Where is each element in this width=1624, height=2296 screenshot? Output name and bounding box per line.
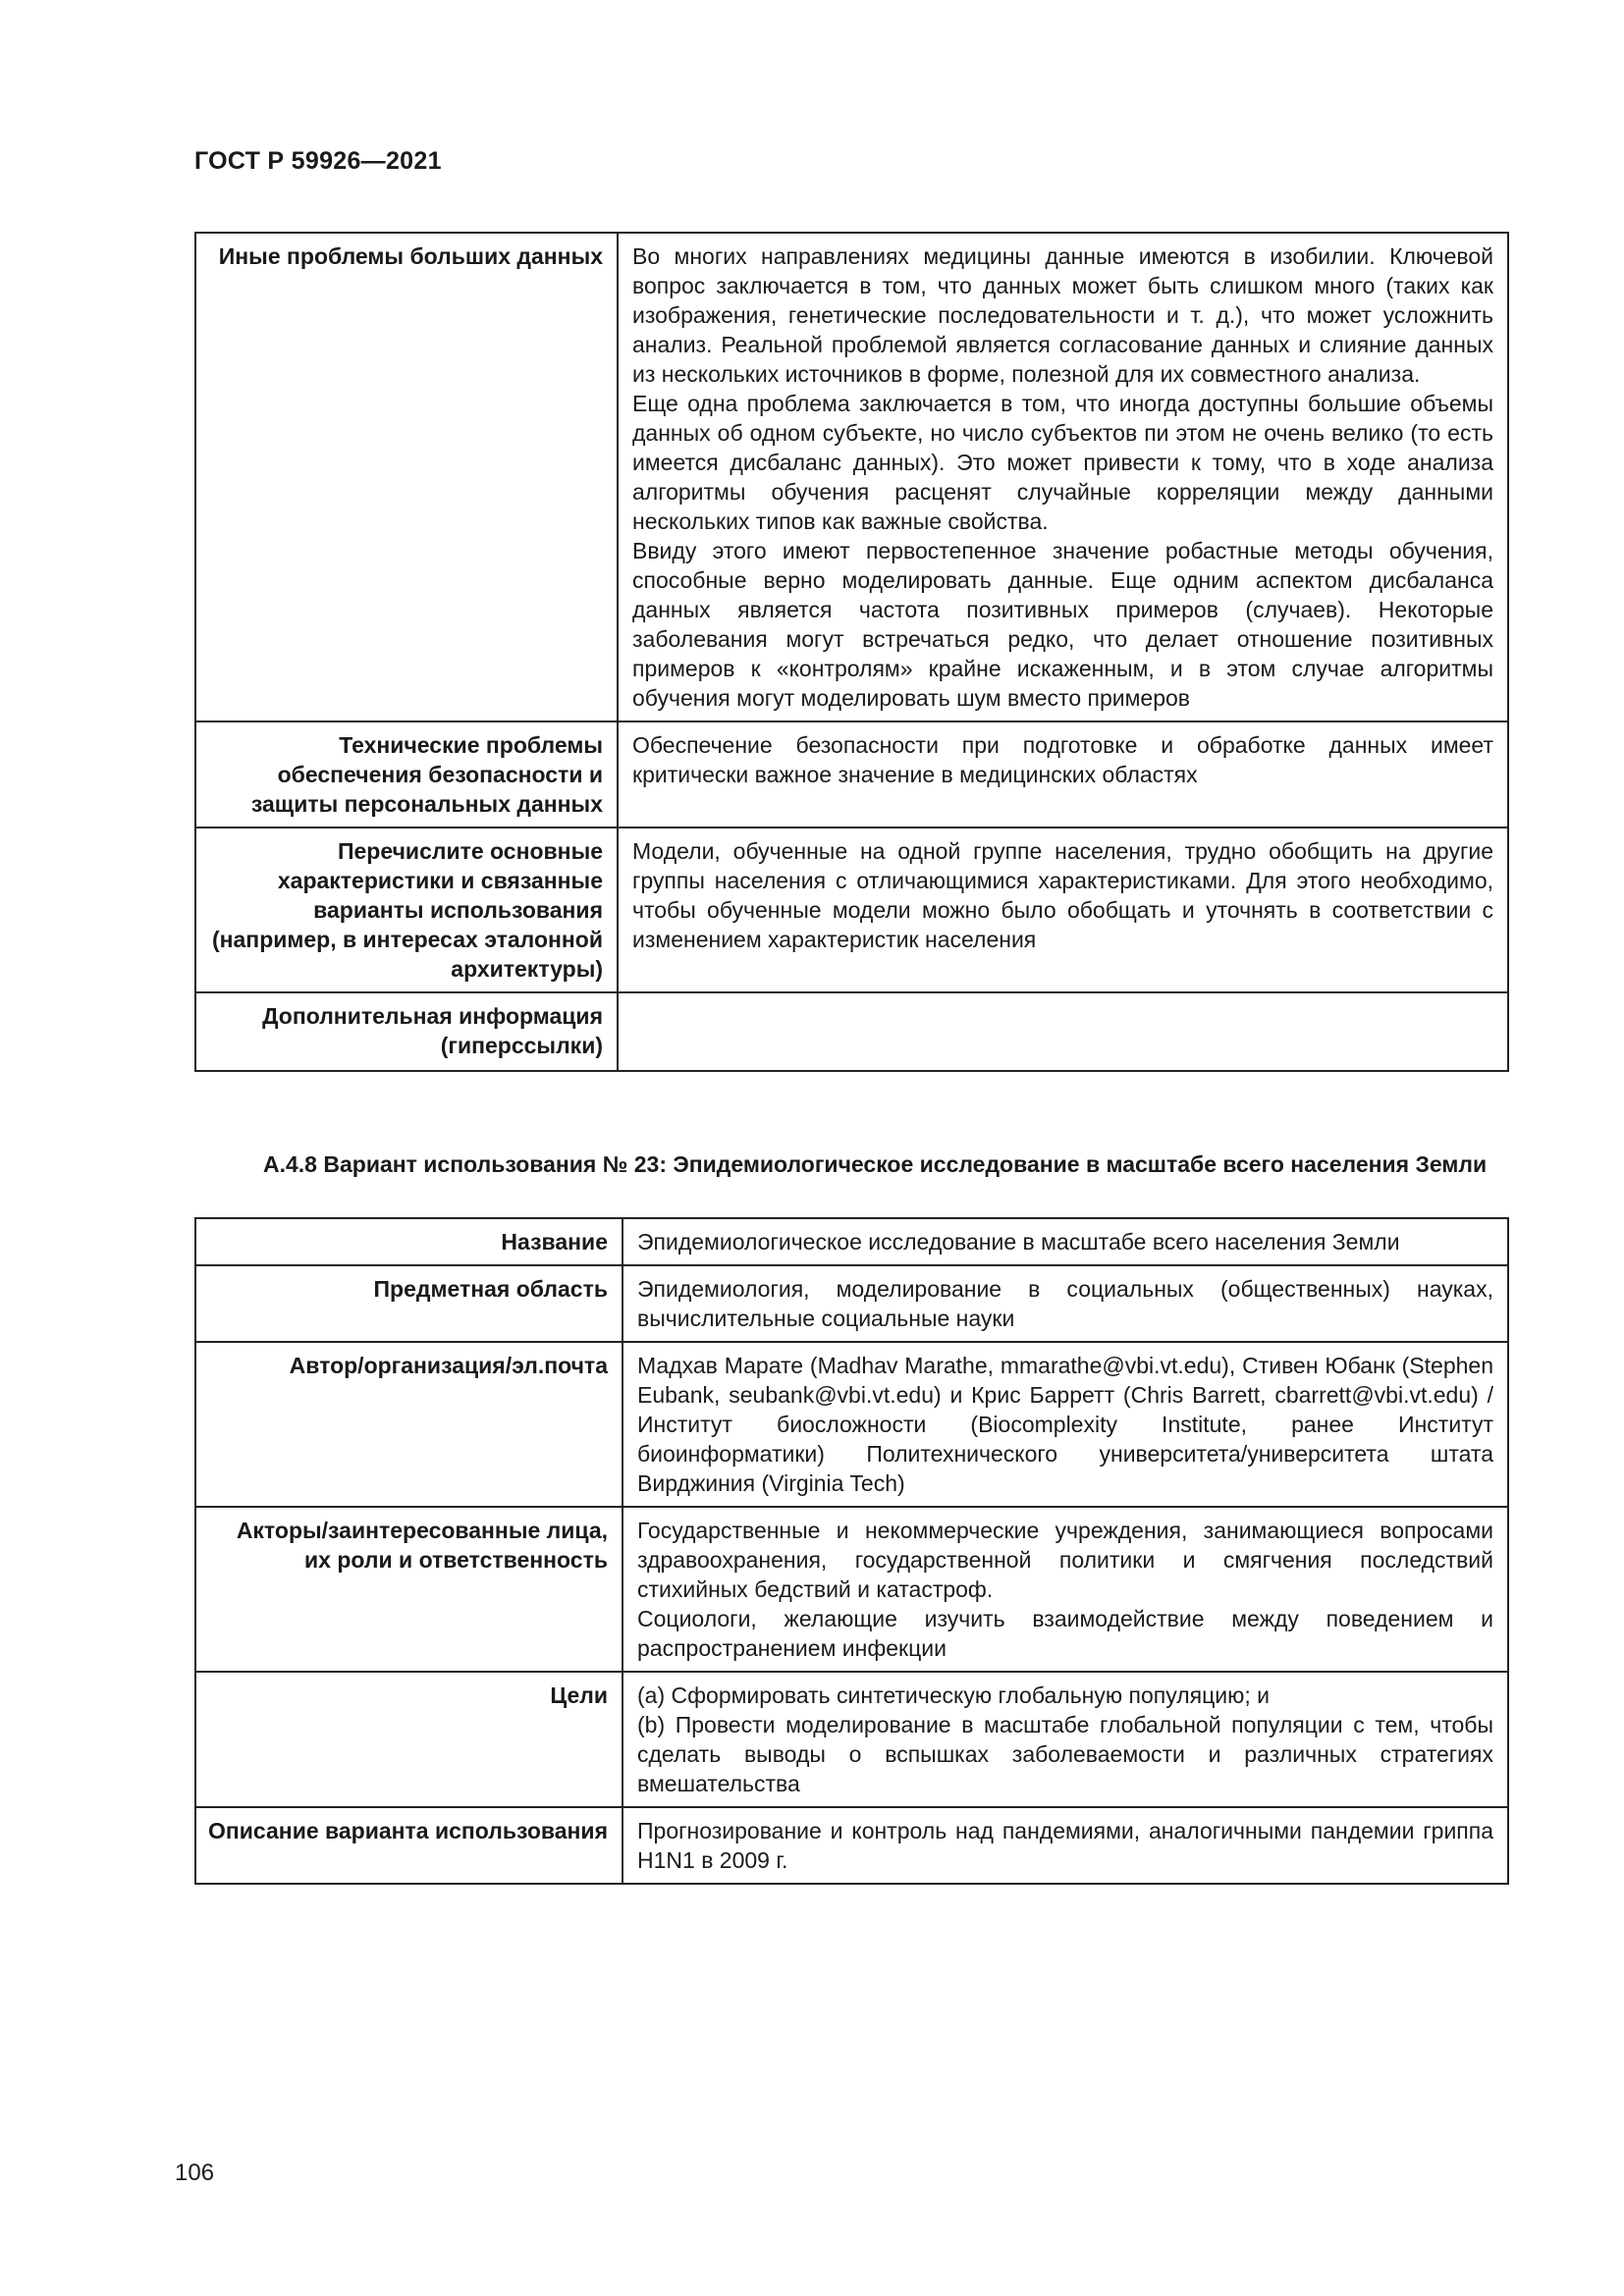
table-row <box>195 992 1508 1071</box>
row-value <box>623 1672 1508 1807</box>
row-paragraph: Во многих направлениях медицины данные имеются в изобилии. Ключевой вопрос заключается в том, что данных может быть слишком много (таких как изображения, генетические последовательности и т. д.), что может усложнить анализ. Реальной проблемой является согласование данных и слияние данных из нескольких источников в форме, полезной для их совместного анализа. <box>632 243 1493 387</box>
row-value <box>618 233 1508 721</box>
table-row <box>195 1507 1508 1672</box>
row-label: Технические проблемы обеспечения безопасности и защиты персональных данных <box>195 721 618 828</box>
row-paragraph: (a) Сформировать синтетическую глобальную популяцию; и <box>637 1682 1270 1708</box>
row-value <box>623 1507 1508 1672</box>
row-paragraph: Эпидемиологическое исследование в масштабе всего населения Земли <box>637 1229 1400 1255</box>
table-row <box>195 1342 1508 1507</box>
row-label: Дополнительная информация (гиперссылки) <box>195 992 618 1071</box>
row-paragraph: Ввиду этого имеют первостепенное значение робастные методы обучения, способные верно моделировать данные. Еще одним аспектом дисбаланса данных является частота позитивных примеров (случаев). Некоторые заболевания могут встречаться редко, что делает отношение позитивных примеров к «контролям» крайне искаженным, и в этом случае алгоритмы обучения могут моделировать шум вместо примеров <box>632 538 1493 711</box>
row-paragraph: Прогнозирование и контроль над пандемиями, аналогичными пандемии гриппа H1N1 в 2009 г. <box>637 1818 1493 1873</box>
row-paragraph: Государственные и некоммерческие учреждения, занимающиеся вопросами здравоохранения, государственной политики и смягчения последствий стихийных бедствий и катастроф. <box>637 1518 1493 1602</box>
document-header: ГОСТ Р 59926—2021 <box>194 147 442 175</box>
row-label: Цели <box>195 1672 623 1807</box>
table-row <box>195 1807 1508 1884</box>
row-label: Иные проблемы больших данных <box>195 233 618 721</box>
page-number: 106 <box>175 2160 215 2186</box>
table-row <box>195 1265 1508 1342</box>
row-label: Автор/организация/эл.почта <box>195 1342 623 1507</box>
table-row <box>195 1218 1508 1265</box>
row-label: Описание варианта использования <box>195 1807 623 1884</box>
row-paragraph: Обеспечение безопасности при подготовке и обработке данных имеет критически важное значение в медицинских областях <box>632 732 1493 787</box>
row-label: Предметная область <box>195 1265 623 1342</box>
row-value <box>623 1342 1508 1507</box>
row-value <box>623 1265 1508 1342</box>
requirements-table <box>194 232 1509 1072</box>
use-case-table <box>194 1217 1509 1885</box>
row-label: Перечислите основные характеристики и связанные варианты использования (например, в интересах эталонной архитектуры) <box>195 828 618 992</box>
section-heading: А.4.8 Вариант использования № 23: Эпидемиологическое исследование в масштабе всего населения Земли <box>263 1151 1488 1177</box>
row-paragraph: Мадхав Марате (Madhav Marathe, mmarathe@vbi.vt.edu), Стивен Юбанк (Stephen Eubank, seubank@vbi.vt.edu) и Крис Барретт (Chris Barrett, cbarrett@vbi.vt.edu) / Институт биосложности (Biocomplexity Institute, ранее Институт биоинформатики) Политехнического университета/университета штата Вирджиния (Virginia Tech) <box>637 1353 1493 1496</box>
row-label: Название <box>195 1218 623 1265</box>
row-paragraph: Эпидемиология, моделирование в социальных (общественных) науках, вычислительные социальные науки <box>637 1276 1493 1331</box>
row-value-empty <box>618 992 1508 1071</box>
row-paragraph: Модели, обученные на одной группе населения, трудно обобщить на другие группы населения с отличающимися характеристиками. Для этого необходимо, чтобы обученные модели можно было обобщать и уточнять в соответствии с изменением характеристик населения <box>632 838 1493 952</box>
table-row <box>195 828 1508 992</box>
row-label: Акторы/заинтересованные лица, их роли и ответственность <box>195 1507 623 1672</box>
row-paragraph: Еще одна проблема заключается в том, что иногда доступны большие объемы данных об одном субъекте, но число субъектов пи этом не очень велико (то есть имеется дисбаланс данных). Это может привести к тому, что в ходе анализа алгоритмы обучения расценят случайные корреляции между данными нескольких типов как важные свойства. <box>632 391 1493 534</box>
row-paragraph: Социологи, желающие изучить взаимодействие между поведением и распространением инфекции <box>637 1606 1493 1661</box>
table-row <box>195 233 1508 721</box>
row-value <box>618 721 1508 828</box>
table-row <box>195 721 1508 828</box>
row-value <box>618 828 1508 992</box>
row-value <box>623 1218 1508 1265</box>
row-paragraph: (b) Провести моделирование в масштабе глобальной популяции с тем, чтобы сделать выводы о вспышках заболеваемости и различных стратегиях вмешательства <box>637 1712 1493 1796</box>
row-value <box>623 1807 1508 1884</box>
table-row <box>195 1672 1508 1807</box>
